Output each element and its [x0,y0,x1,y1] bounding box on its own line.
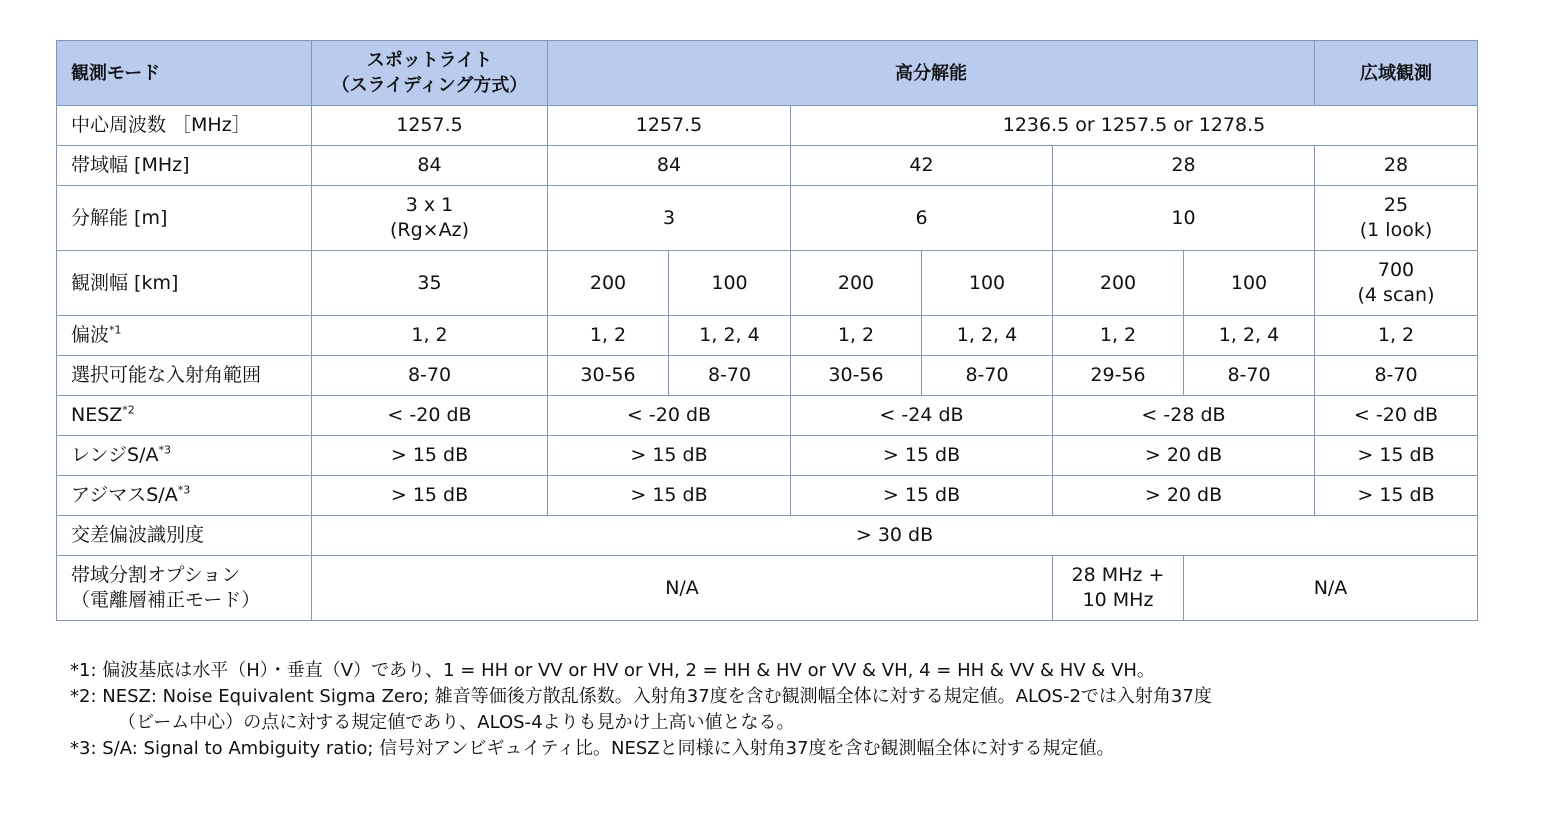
cell-high-10m: 10 [1053,186,1315,251]
cell-spot: 8-70 [312,356,548,396]
row-label [57,436,312,476]
footnote-ref: *3 [177,483,191,497]
footnote-ref: *2 [122,403,135,417]
cell-high-6m-b: 100 [922,251,1053,316]
spec-table [56,40,1478,621]
row-label-text: 偏波 [71,324,110,346]
cell-high-3m: 84 [548,146,791,186]
row-cross-pol [57,516,1478,556]
cell-high-10m-b: 100 [1184,251,1315,316]
cell-wide: 28 [1315,146,1478,186]
cell-spot: 84 [312,146,548,186]
cell-high-3m-a: 200 [548,251,669,316]
cell-high-6m: > 15 dB [791,436,1053,476]
cell-wide: > 15 dB [1315,476,1478,516]
footnotes [70,658,1490,762]
row-swath [57,251,1478,316]
row-band-split [57,556,1478,621]
header-high-resolution: 高分解能 [548,41,1315,106]
cell-high-3m: > 15 dB [548,476,791,516]
row-label [57,316,312,356]
row-label: 中心周波数 ［MHz］ [57,106,312,146]
cell-high-6m-a: 30-56 [791,356,922,396]
cell-high-6m-b: 8-70 [922,356,1053,396]
cell-high-10m-b: 1, 2, 4 [1184,316,1315,356]
cell-high-6m-a: 1, 2 [791,316,922,356]
row-label: 帯域分割オプション （電離層補正モード） [57,556,312,621]
cell-high-6m-a: 200 [791,251,922,316]
cell-high-6m: < -24 dB [791,396,1053,436]
row-center-frequency [57,106,1478,146]
row-label [57,396,312,436]
cell-high-10m: < -28 dB [1053,396,1315,436]
cell-spot: 1, 2 [312,316,548,356]
row-label: 観測幅 [km] [57,251,312,316]
row-bandwidth [57,146,1478,186]
cell-spot: < -20 dB [312,396,548,436]
cell-spot: 3 x 1 (Rg×Az) [312,186,548,251]
cell-high-6m: 42 [791,146,1053,186]
cell-high-10m: > 20 dB [1053,436,1315,476]
header-row [57,41,1478,106]
cell-spot: > 15 dB [312,476,548,516]
cell-high-3m-b: 100 [669,251,791,316]
header-mode-label: 観測モード [57,41,312,106]
footnote-3: *3: S/A: Signal to Ambiguity ratio; 信号対アンビギュイティ比。NESZと同様に入射角37度を含む観測幅全体に対する規定値。 [70,738,1115,759]
row-nesz [57,396,1478,436]
row-label-text: アジマスS/A [71,484,178,506]
cell-high-6m-b: 1, 2, 4 [922,316,1053,356]
row-label: 交差偏波識別度 [57,516,312,556]
footnote-2: *2: NESZ: Noise Equivalent Sigma Zero; 雑音等価後方散乱係数。入射角37度を含む観測幅全体に対する規定値。ALOS-2では入射角37度 [70,686,1212,707]
row-polarization [57,316,1478,356]
cell-wide: 700 (4 scan) [1315,251,1478,316]
cell-spot: 1257.5 [312,106,548,146]
cell-high-3m: > 15 dB [548,436,791,476]
header-spotlight: スポットライト （スライディング方式） [312,41,548,106]
cell-high-10m-b: 8-70 [1184,356,1315,396]
row-range-sa [57,436,1478,476]
row-label: 選択可能な入射角範囲 [57,356,312,396]
cell-wide: > 15 dB [1315,436,1478,476]
cell-split-option: 28 MHz + 10 MHz [1053,556,1184,621]
row-label: 帯域幅 [MHz] [57,146,312,186]
footnote-2-continued: （ビーム中心）の点に対する規定値であり、ALOS-4よりも見かけ上高い値となる。 [118,712,795,733]
cell-na-left: N/A [312,556,1053,621]
cell-high-10m-a: 1, 2 [1053,316,1184,356]
cell-high-3m: < -20 dB [548,396,791,436]
row-label-text: NESZ [71,404,123,426]
cell-na-right: N/A [1184,556,1478,621]
cell-high-10m: 28 [1053,146,1315,186]
cell-high-3m: 3 [548,186,791,251]
cell-spot: > 15 dB [312,436,548,476]
row-label: 分解能 [m] [57,186,312,251]
header-wide-area: 広域観測 [1315,41,1478,106]
footnote-ref: *1 [109,323,122,337]
cell-high-3m-a: 30-56 [548,356,669,396]
cell-high-10m-a: 29-56 [1053,356,1184,396]
cell-high-10m: > 20 dB [1053,476,1315,516]
row-label [57,476,312,516]
cell-wide: 1, 2 [1315,316,1478,356]
row-incidence-angle [57,356,1478,396]
row-azimuth-sa [57,476,1478,516]
footnote-1: *1: 偏波基底は水平（H）・垂直（V）であり、1 = HH or VV or HV or VH, 2 = HH & HV or VV & VH, 4 = HH & VV & HV & VH。 [70,660,1155,681]
cell-high-6m: > 15 dB [791,476,1053,516]
cell-high-3m: 1257.5 [548,106,791,146]
cell-other: 1236.5 or 1257.5 or 1278.5 [791,106,1478,146]
cell-spot: 35 [312,251,548,316]
cell-high-6m: 6 [791,186,1053,251]
footnote-ref: *3 [158,443,172,457]
cell-high-3m-b: 1, 2, 4 [669,316,791,356]
cell-wide: < -20 dB [1315,396,1478,436]
cell-wide: 25 (1 look) [1315,186,1478,251]
cell-high-10m-a: 200 [1053,251,1184,316]
cell-all-modes: > 30 dB [312,516,1478,556]
row-label-text: レンジS/A [71,444,159,466]
cell-high-3m-b: 8-70 [669,356,791,396]
cell-wide: 8-70 [1315,356,1478,396]
row-resolution [57,186,1478,251]
cell-high-3m-a: 1, 2 [548,316,669,356]
